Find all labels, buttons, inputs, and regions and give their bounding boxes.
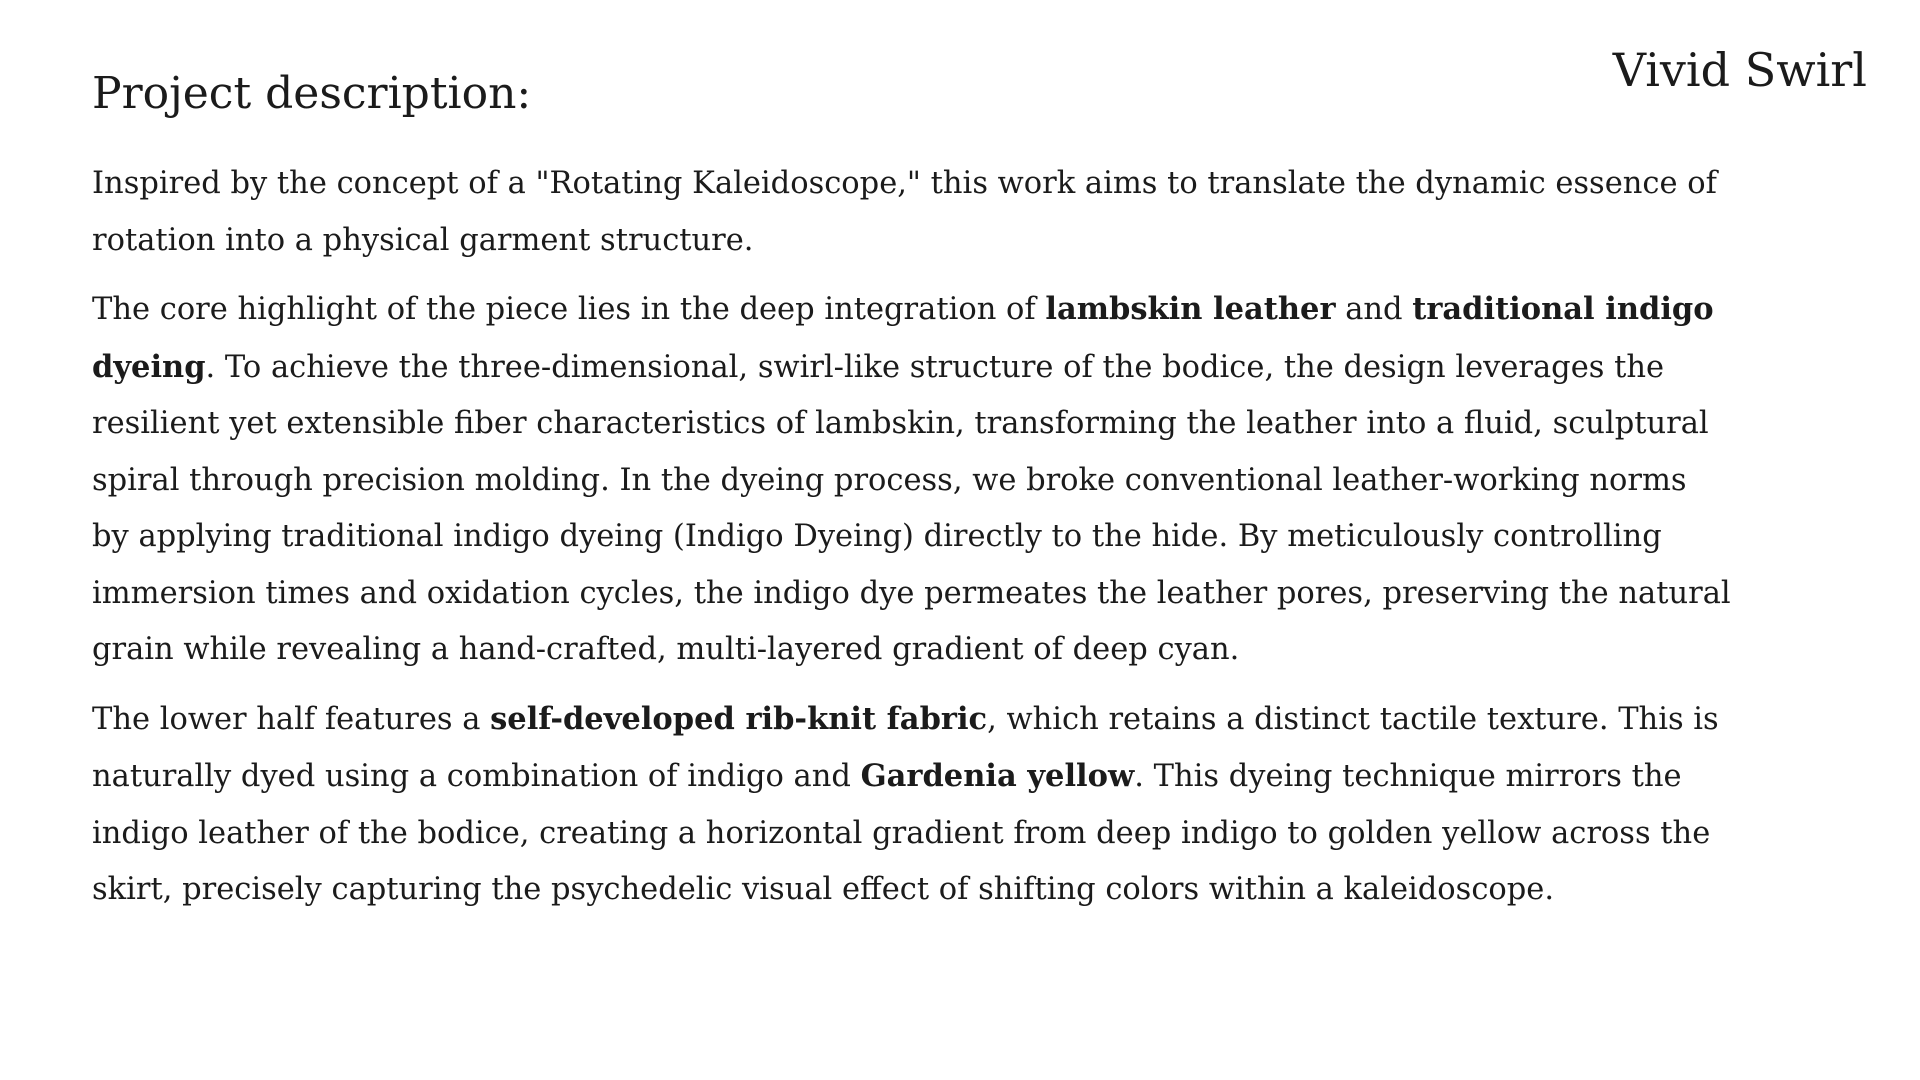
skirt-text-1: The lower half features a	[92, 701, 491, 737]
highlight-lambskin-leather: lambskin leather	[1045, 291, 1336, 327]
paragraph-intro	[92, 156, 1732, 269]
brand-title: Vivid Swirl	[1612, 43, 1867, 97]
intro-text: Inspired by the concept of a "Rotating Kaleidoscope," this work aims to translate the dynamic essence of rotation into a physical garment structure.	[92, 166, 1717, 258]
highlight-indigo-dyeing: traditional indigo dyeing	[92, 291, 1714, 385]
page-heading: Project description:	[92, 68, 532, 119]
skirt-text-3: . This dyeing technique mirrors the indigo leather of the bodice, creating a horizontal gradient from deep indigo to golden yellow across the skirt, precisely capturing the psychedelic visual effect of shifting colors within a kaleidoscope.	[92, 759, 1711, 907]
project-description-body	[92, 156, 1732, 931]
bodice-text-1: The core highlight of the piece lies in the deep integration of	[92, 292, 1046, 327]
highlight-gardenia-yellow: Gardenia yellow	[860, 758, 1135, 794]
highlight-rib-knit-fabric: self-developed rib-knit fabric	[490, 700, 988, 737]
paragraph-bodice	[92, 281, 1732, 679]
bodice-text-2: and	[1335, 292, 1413, 327]
skirt-text-2: , which retains a distinct tactile texture. This is naturally dyed using a combination of indigo and	[92, 701, 1719, 794]
paragraph-skirt	[92, 691, 1732, 919]
bodice-text-3: . To achieve the three-dimensional, swirl-like structure of the bodice, the design leverages the resilient yet extensible fiber characteristics of lambskin, transforming the leather into a fluid, sculptural spiral through precision molding. In the dyeing process, we broke conventional leather-working norms by applying traditional indigo dyeing (Indigo Dyeing) directly to the hide. By meticulously controlling immersion times and oxidation cycles, the indigo dye permeates the leather pores, preserving the natural grain while revealing a hand-crafted, multi-layered gradient of deep cyan.	[92, 349, 1731, 667]
